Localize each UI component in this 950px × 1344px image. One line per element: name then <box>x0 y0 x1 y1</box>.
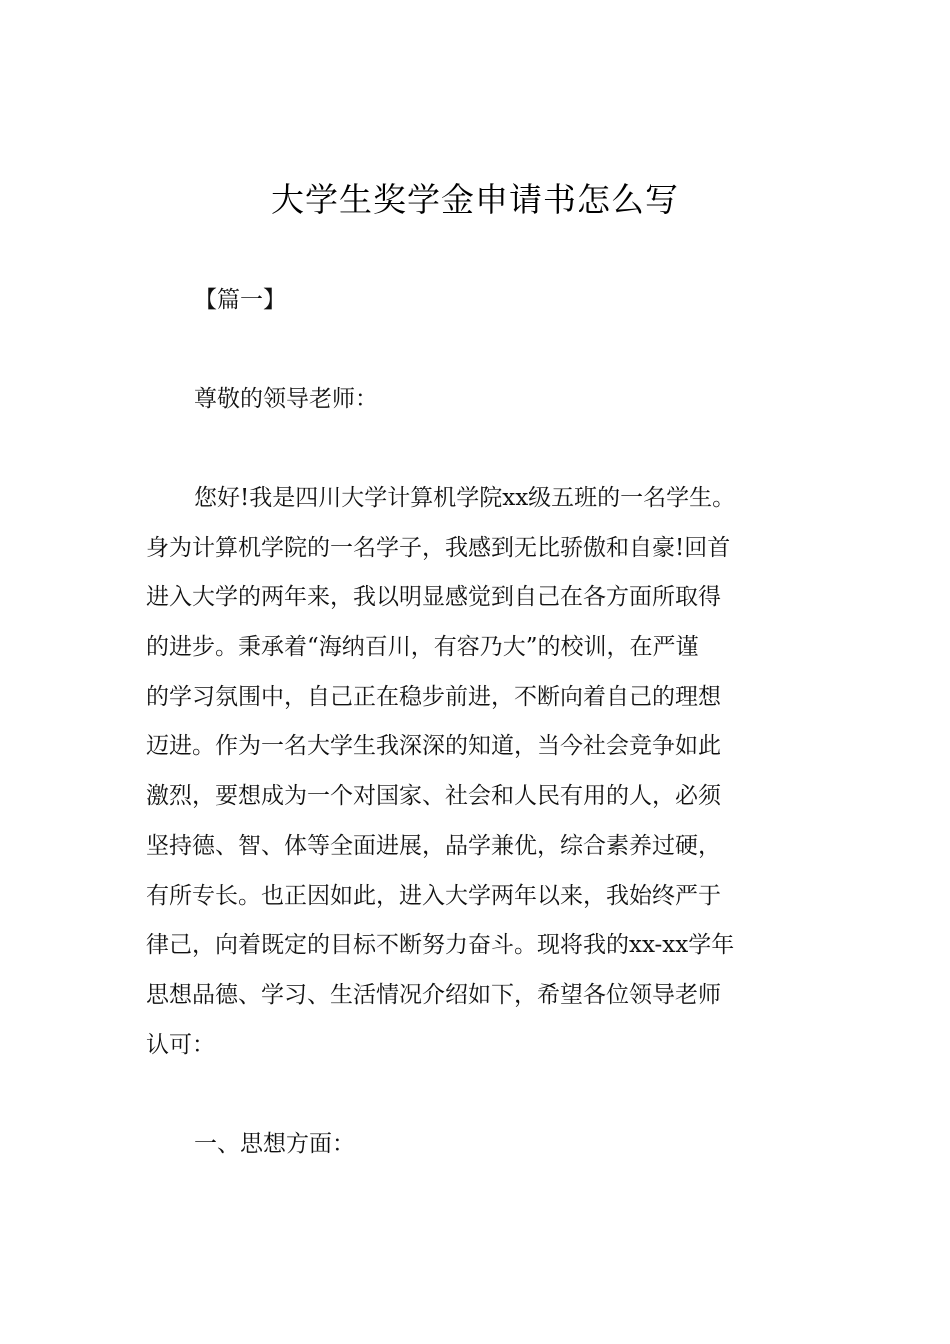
paragraph-line: 有所专长。也正因如此，进入大学两年以来，我始终严于 <box>146 882 721 909</box>
paragraph-line: 身为计算机学院的一名学子，我感到无比骄傲和自豪!回首 <box>146 534 731 561</box>
paragraph-line: 您好!我是四川大学计算机学院xx级五班的一名学生。 <box>194 485 736 511</box>
section-heading: 一、思想方面： <box>194 1131 355 1157</box>
paragraph-line: 思想品德、学习、生活情况介绍如下，希望各位领导老师 <box>146 981 721 1008</box>
paragraph-line: 坚持德、智、体等全面进展，品学兼优，综合素养过硬， <box>146 832 721 859</box>
paragraph-line: 迈进。作为一名大学生我深深的知道，当今社会竞争如此 <box>146 733 721 760</box>
paragraph-line: 激烈，要想成为一个对国家、社会和人民有用的人，必须 <box>146 783 721 810</box>
body-paragraph <box>146 479 826 1075</box>
paragraph-line: 认可： <box>146 1031 215 1058</box>
paragraph-line: 进入大学的两年来，我以明显感觉到自己在各方面所取得 <box>146 584 721 611</box>
salutation: 尊敬的领导老师： <box>194 386 378 412</box>
document-title: 大学生奖学金申请书怎么写 <box>271 180 679 219</box>
paragraph-line: 的学习氛围中，自己正在稳步前进，不断向着自己的理想 <box>146 683 721 710</box>
paragraph-line: 律己，向着既定的目标不断努力奋斗。现将我的xx-xx学年 <box>146 932 735 959</box>
paragraph-line: 的进步。秉承着“海纳百川，有容乃大”的校训，在严谨 <box>146 634 699 661</box>
section-label: 【篇一】 <box>194 287 286 313</box>
